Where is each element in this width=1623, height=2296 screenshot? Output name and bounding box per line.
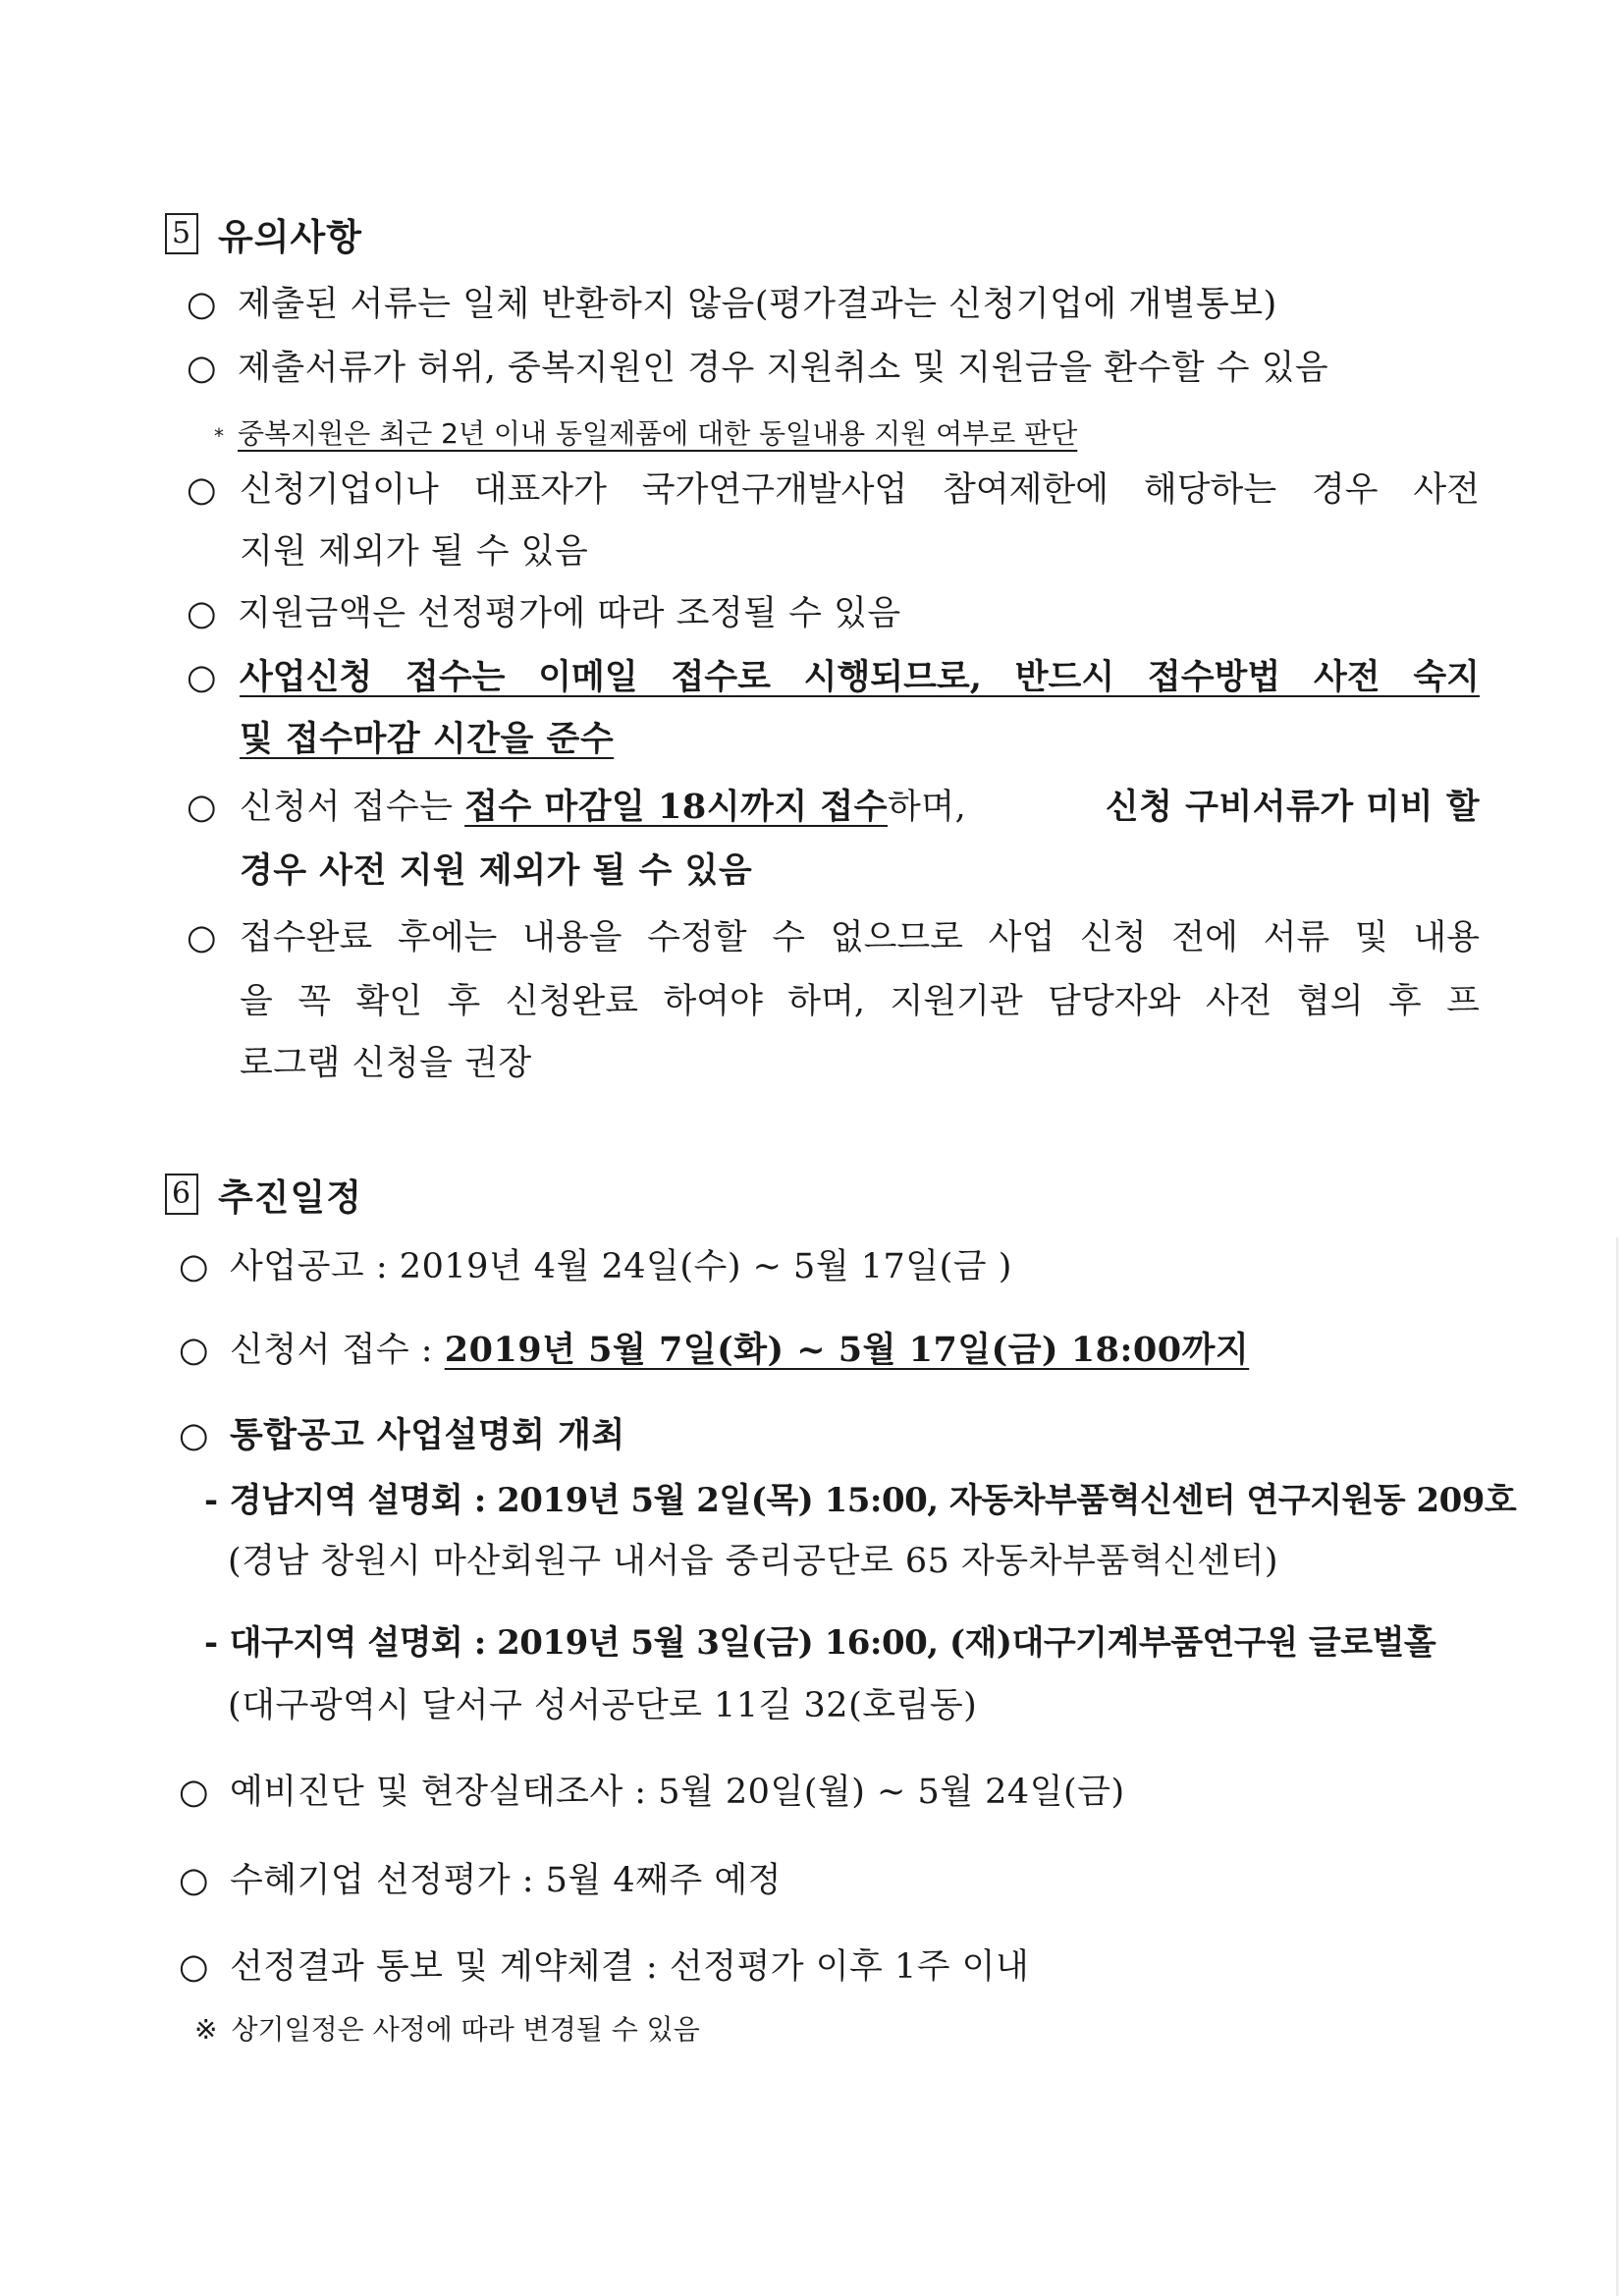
list-item-line: 사업신청 접수는 이메일 접수로 시행되므로, 반드시 접수방법 사전 숙지 bbox=[240, 657, 1480, 697]
bullet-circle-icon: ○ bbox=[179, 1947, 210, 1987]
list-item-line: 접수완료 후에는 내용을 수정할 수 없으므로 사업 신청 전에 서류 및 내용 bbox=[240, 918, 1480, 957]
list-item-line: 지원 제외가 될 수 있음 bbox=[240, 532, 589, 572]
asterisk-note-icon: * bbox=[214, 424, 224, 448]
briefing-session-item: - 대구지역 설명회 : 2019년 5월 3일(금) 16:00, (재)대구기계부품연구원 글로벌홀 bbox=[204, 1623, 1436, 1663]
list-item-line: 및 접수마감 시간을 준수 bbox=[240, 719, 615, 759]
schedule-item: ○ 신청서 접수 : 2019년 5월 7일(화) ~ 5월 17일(금) 18:00까지 bbox=[179, 1326, 1249, 1375]
briefing-session-item: - 경남지역 설명회 : 2019년 5월 2일(목) 15:00, 자동차부품혁신센터 연구지원동 209호 bbox=[204, 1481, 1517, 1520]
section-6-heading bbox=[165, 1169, 362, 1220]
briefing-address: (대구광역시 달서구 성서공단로 11길 32(호림동) bbox=[228, 1686, 978, 1725]
dash-marker: - bbox=[204, 1623, 218, 1663]
note-line: * 중복지원은 최근 2년 이내 동일제품에 대한 동일내용 지원 여부로 판단 bbox=[214, 417, 1078, 450]
bullet-circle-icon: ○ bbox=[187, 788, 218, 827]
list-item-line: 을 꼭 확인 후 신청완료 하여야 하며, 지원기관 담당자와 사전 협의 후 프 bbox=[240, 982, 1480, 1021]
reference-mark-icon: ※ bbox=[194, 2013, 218, 2046]
list-item: ○ 제출서류가 허위, 중복지원인 경우 지원취소 및 지원금을 환수할 수 있음 bbox=[187, 344, 1328, 393]
list-item-line: 로그램 신청을 권장 bbox=[240, 1044, 532, 1083]
list-item-line: 신청기업이나 대표자가 국가연구개발사업 참여제한에 해당하는 경우 사전 bbox=[240, 470, 1480, 510]
scan-edge-shadow bbox=[1616, 1237, 1619, 2296]
section-title: 유의사항 bbox=[218, 216, 362, 258]
section-number-box: 5 bbox=[165, 213, 198, 254]
bullet-circle-icon: ○ bbox=[187, 658, 218, 697]
list-item-bullet bbox=[187, 465, 217, 515]
bullet-circle-icon: ○ bbox=[187, 349, 218, 388]
bullet-circle-icon: ○ bbox=[179, 1247, 210, 1286]
bullet-circle-icon: ○ bbox=[179, 1773, 210, 1812]
dash-marker: - bbox=[204, 1481, 218, 1520]
list-item-line: 경우 사전 지원 제외가 될 수 있음 bbox=[240, 850, 753, 891]
list-item-bullet bbox=[187, 783, 217, 832]
bullet-circle-icon: ○ bbox=[179, 1416, 210, 1455]
briefing-address: (경남 창원시 마산회원구 내서읍 중리공단로 65 자동차부품혁신센터) bbox=[228, 1542, 1278, 1581]
section-title: 추진일정 bbox=[218, 1176, 362, 1219]
list-item-bullet bbox=[187, 913, 217, 962]
bullet-circle-icon: ○ bbox=[187, 285, 218, 324]
list-item-bullet bbox=[187, 653, 217, 702]
list-item-line: 신청서 접수는 접수 마감일 18시까지 접수하며, 신청 구비서류가 미비 할 bbox=[240, 787, 1480, 827]
schedule-footnote: ※ 상기일정은 사정에 따라 변경될 수 있음 bbox=[194, 2013, 700, 2046]
section-number-box: 6 bbox=[165, 1174, 198, 1215]
schedule-item: ○ 통합공고 사업설명회 개최 bbox=[179, 1411, 625, 1460]
bullet-circle-icon: ○ bbox=[187, 470, 218, 510]
schedule-item: ○ 선정결과 통보 및 계약체결 : 선정평가 이후 1주 이내 bbox=[179, 1942, 1029, 1992]
schedule-item: ○ 예비진단 및 현장실태조사 : 5월 20일(월) ~ 5월 24일(금) bbox=[179, 1768, 1125, 1817]
bullet-circle-icon: ○ bbox=[187, 594, 218, 633]
list-item: ○ 제출된 서류는 일체 반환하지 않음(평가결과는 신청기업에 개별통보) bbox=[187, 280, 1277, 329]
schedule-item: ○ 수혜기업 선정평가 : 5월 4째주 예정 bbox=[179, 1856, 782, 1905]
bullet-circle-icon: ○ bbox=[179, 1861, 210, 1900]
bullet-circle-icon: ○ bbox=[187, 918, 218, 957]
section-5-heading bbox=[165, 208, 362, 259]
schedule-item: ○ 사업공고 : 2019년 4월 24일(수) ~ 5월 17일(금 ) bbox=[179, 1242, 1012, 1291]
bullet-circle-icon: ○ bbox=[179, 1331, 210, 1370]
list-item: ○ 지원금액은 선정평가에 따라 조정될 수 있음 bbox=[187, 589, 901, 638]
